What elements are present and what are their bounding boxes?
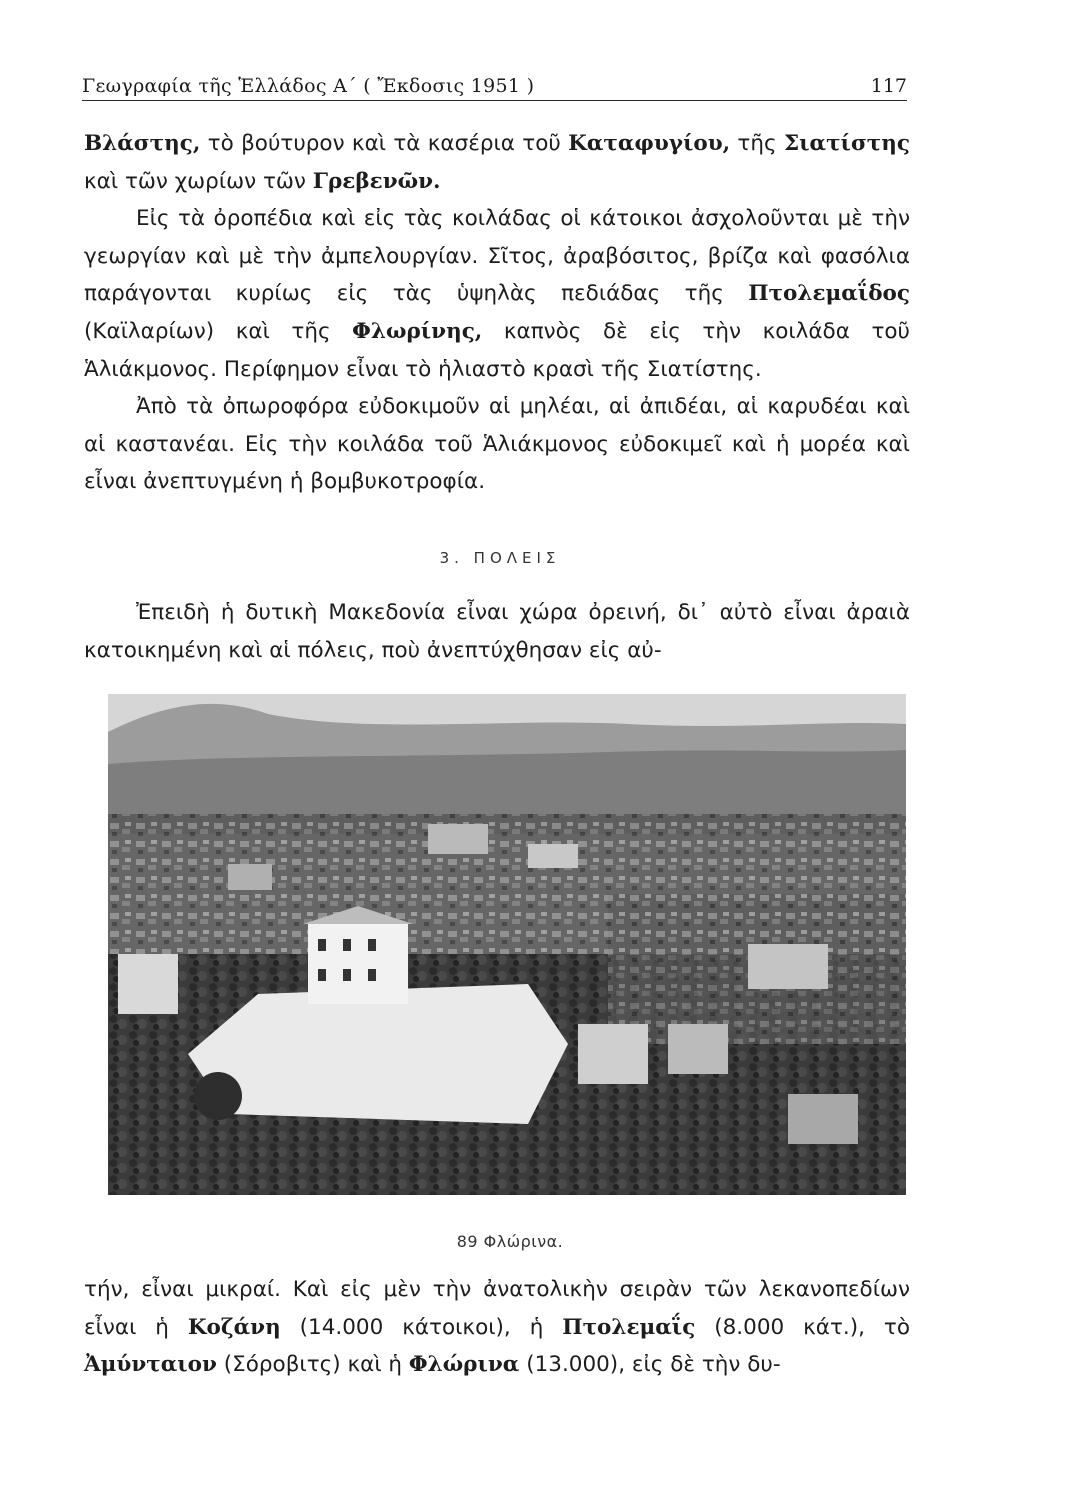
- header-title: Γεωγραφία τῆς Ἑλλάδος Α΄ ( Ἔκδοσις 1951 ): [82, 75, 535, 97]
- city-photo-image: [108, 694, 906, 1195]
- page-number: 117: [870, 75, 907, 97]
- running-header: [82, 70, 907, 101]
- body-text-bottom: [84, 1271, 910, 1384]
- body-text-top: [84, 125, 910, 501]
- paragraph-3: Ἀπὸ τὰ ὀπωροφόρα εὐδοκιμοῦν αἱ μηλέαι, αἱ ἀπιδέαι, αἱ καρυδέαι καὶ αἱ καστανέαι. Εἰς τὴν κοιλάδα τοῦ Ἁλιάκμονος εὐδοκιμεῖ καὶ ἡ μορέα καὶ εἶναι ἀνεπτυγμένη ἡ βομβυκοτροφία.: [84, 394, 910, 495]
- paragraph-5: τήν, εἶναι μικραί. Καὶ εἰς μὲν τὴν ἀνατολικὴν σειρὰν τῶν λεκανοπεδίων εἶναι ἡ Κοζάνη (14.000 κάτοικοι), ἡ Πτολεμαΐς (8.000 κάτ.), τὸ Ἀμύνταιον (Σόροβιτς) καὶ ἡ Φλώρινα (13.000), εἰς δὲ τὴν δυ-: [84, 1277, 910, 1378]
- paragraph-1: Βλάστης, τὸ βούτυρον καὶ τὰ κασέρια τοῦ Καταφυγίου, τῆς Σιατίστης καὶ τῶν χωρίων τῶν Γρεβενῶν.: [84, 131, 910, 194]
- figure-caption: 89 Φλώρινα.: [456, 1232, 564, 1251]
- city-photo: [108, 694, 906, 1195]
- paragraph-2: Εἰς τὰ ὀροπέδια καὶ εἰς τὰς κοιλάδας οἱ κάτοικοι ἀσχολοῦνται μὲ τὴν γεωργίαν καὶ μὲ τὴν ἀμπελουργίαν. Σῖτος, ἀραβόσιτος, βρίζα καὶ φασόλια παράγονται κυρίως εἰς τὰς ὑψηλὰς πεδιάδας τῆς Πτολεμαΐδος (Καϊλαρίων) καὶ τῆς Φλωρίνης, καπνὸς δὲ εἰς τὴν κοιλάδα τοῦ Ἁλιάκμονος. Περίφημον εἶναι τὸ ἡλιαστὸ κρασὶ τῆς Σιατίστης.: [84, 206, 910, 382]
- paragraph-4: Ἐπειδὴ ἡ δυτικὴ Μακεδονία εἶναι χώρα ὀρεινή, δι᾽ αὐτὸ εἶναι ἀραιὰ κατοικημένη καὶ αἱ πόλεις, ποὺ ἀνεπτύχθησαν εἰς αὐ-: [84, 600, 910, 663]
- section-title: 3. ΠΟΛΕΙΣ: [439, 549, 561, 567]
- body-text-mid: [84, 594, 910, 669]
